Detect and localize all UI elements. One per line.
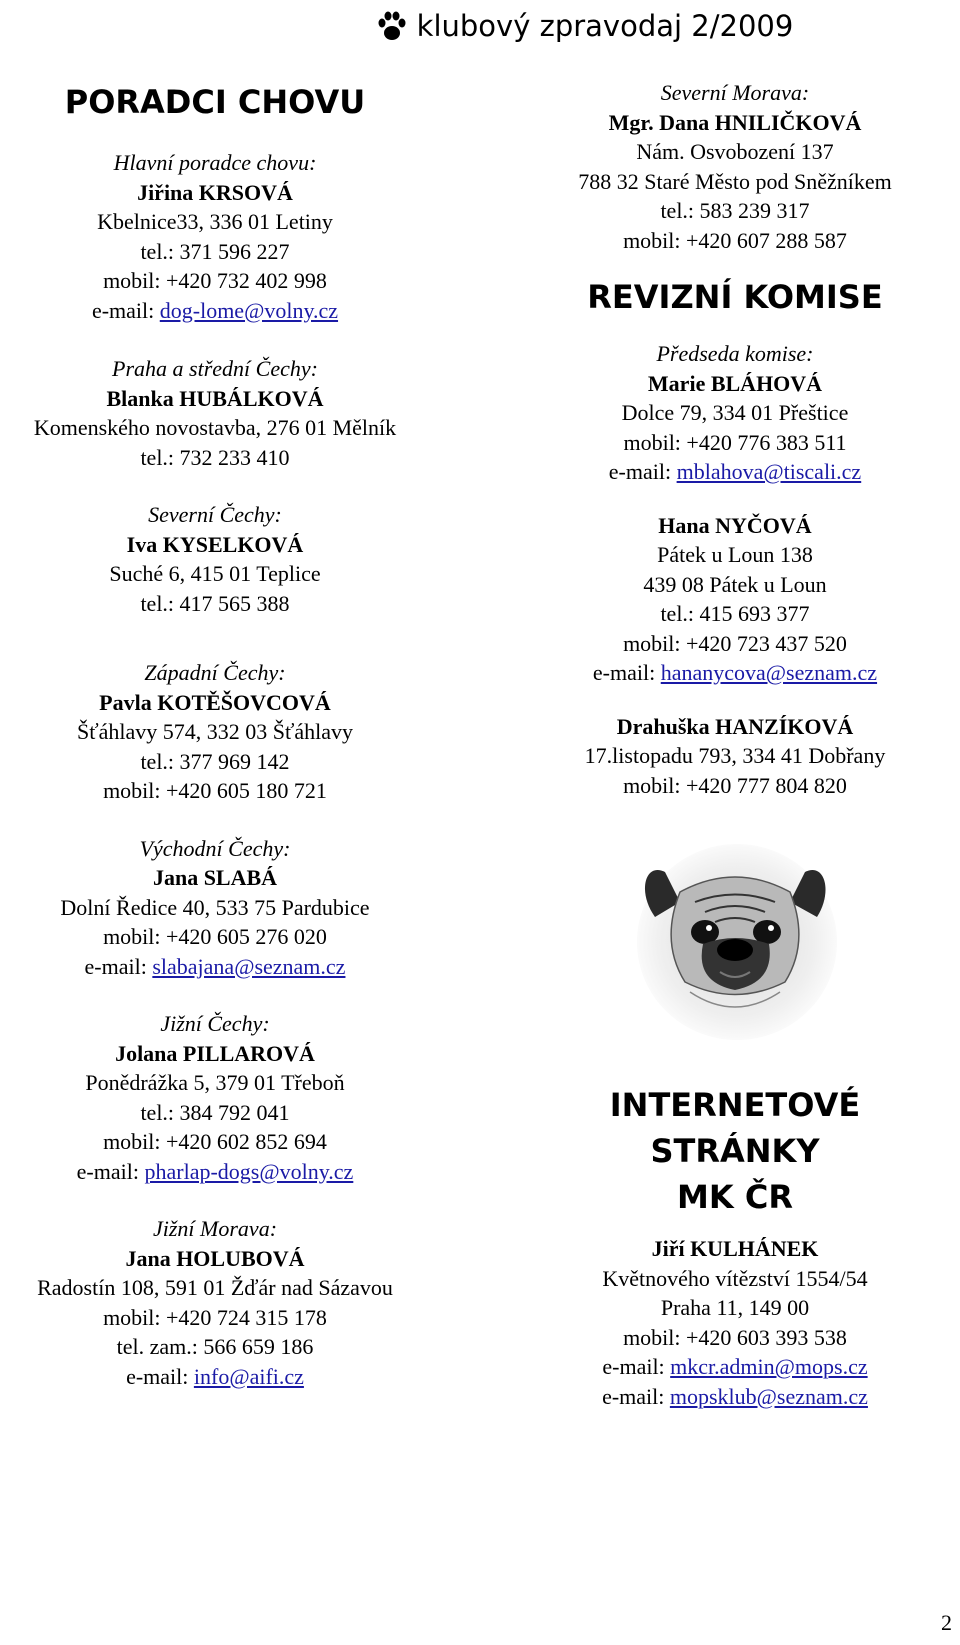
- contact-tel-work: tel. zam.: 566 659 186: [116, 1334, 314, 1359]
- contact-email-line: [0, 1362, 430, 1392]
- email-link[interactable]: mopsklub@seznam.cz: [669, 1383, 868, 1409]
- contact-tel: tel.: 417 565 388: [140, 590, 290, 616]
- email-link[interactable]: mblahova@tiscali.cz: [676, 459, 862, 484]
- contact-role: Hlavní poradce chovu:: [113, 150, 317, 175]
- contact-role: Jižní Morava:: [152, 1216, 278, 1241]
- contact-role: Severní Morava:: [660, 80, 810, 105]
- contact-role: Praha a střední Čechy:: [112, 356, 318, 381]
- page-number: 2: [941, 1610, 952, 1635]
- website-heading: [535, 1082, 935, 1220]
- contact-name: Iva KYSELKOVÁ: [126, 531, 304, 557]
- contact-mobil: mobil: +420 776 383 511: [623, 429, 847, 455]
- contact-block: [0, 148, 430, 325]
- website-heading-line2: MK ČR: [677, 1178, 793, 1216]
- contact-block: [0, 658, 430, 806]
- contact-tel: tel.: 583 239 317: [660, 198, 810, 223]
- newsletter-title: klubový zpravodaj 2/2009: [416, 9, 794, 43]
- breeding-advisors-heading: PORADCI CHOVU: [64, 83, 366, 121]
- page-header: [0, 4, 960, 48]
- email-label: e-mail:: [76, 1158, 145, 1184]
- contact-email-line: [535, 658, 935, 688]
- contact-address: Kbelnice33, 336 01 Letiny: [97, 209, 333, 234]
- email-link[interactable]: dog-lome@volny.cz: [159, 297, 339, 323]
- contact-name: Marie BLÁHOVÁ: [647, 370, 823, 396]
- contact-email-line: [535, 457, 935, 487]
- contact-mobil: mobil: +420 724 315 178: [103, 1304, 327, 1330]
- contact-mobil: mobil: +420 605 276 020: [103, 924, 327, 949]
- website-heading-line1: INTERNETOVÉ STRÁNKY: [609, 1086, 861, 1170]
- contact-name: Jana SLABÁ: [152, 865, 278, 890]
- contact-tel: tel.: 415 693 377: [660, 601, 810, 626]
- email-label: e-mail:: [602, 1383, 670, 1409]
- contact-mobil: mobil: +420 602 852 694: [103, 1129, 327, 1154]
- contact-email-line: [0, 296, 430, 326]
- contact-email-line: [535, 1352, 935, 1382]
- contact-address: Dolní Ředice 40, 533 75 Pardubice: [60, 894, 370, 920]
- left-column: [0, 78, 430, 1391]
- contact-name: Jiří KULHÁNEK: [651, 1236, 819, 1261]
- email-label: e-mail:: [84, 953, 153, 979]
- contact-tel: tel.: 732 233 410: [140, 444, 290, 470]
- right-column: [535, 78, 935, 1411]
- contact-block: [535, 339, 935, 487]
- contact-block: [0, 1214, 430, 1391]
- contact-role: Západní Čechy:: [144, 660, 286, 685]
- email-label: e-mail:: [91, 297, 160, 323]
- contact-tel: tel.: 384 792 041: [140, 1099, 290, 1125]
- pug-illustration: [625, 832, 845, 1042]
- contact-name: Mgr. Dana HNILIČKOVÁ: [608, 109, 862, 135]
- email-link[interactable]: slabajana@seznam.cz: [152, 953, 346, 979]
- email-link[interactable]: hananycova@seznam.cz: [660, 660, 878, 685]
- contact-mobil: mobil: +420 605 180 721: [103, 778, 327, 803]
- contact-name: Hana NYČOVÁ: [658, 512, 812, 538]
- contact-role: Předseda komise:: [656, 341, 814, 366]
- contact-block: [0, 500, 430, 618]
- contact-name: Jolana PILLAROVÁ: [115, 1040, 315, 1066]
- contact-address: Květnového vítězství 1554/54: [602, 1265, 868, 1291]
- contact-address: 788 32 Staré Město pod Sněžníkem: [578, 168, 892, 194]
- contact-block: [535, 712, 935, 801]
- contact-mobil: mobil: +420 607 288 587: [623, 227, 847, 253]
- contact-name: Jana HOLUBOVÁ: [125, 1245, 305, 1271]
- email-label: e-mail:: [126, 1363, 194, 1389]
- contact-name: Drahuška HANZÍKOVÁ: [616, 713, 854, 739]
- contact-mobil: mobil: +420 603 393 538: [623, 1324, 847, 1350]
- contact-mobil: mobil: +420 723 437 520: [623, 630, 847, 656]
- contact-address: Pátek u Loun 138: [657, 542, 813, 567]
- contact-address: Radostín 108, 591 01 Žďár nad Sázavou: [37, 1275, 393, 1300]
- contact-name: Jiřina KRSOVÁ: [137, 179, 293, 205]
- contact-address: 439 08 Pátek u Loun: [643, 571, 827, 597]
- contact-address: Suché 6, 415 01 Teplice: [109, 561, 321, 586]
- contact-email-line: [535, 1382, 935, 1412]
- contact-mobil: mobil: +420 732 402 998: [103, 268, 327, 293]
- contact-mobil: mobil: +420 777 804 820: [623, 772, 847, 798]
- contact-role: Jižní Čechy:: [160, 1011, 270, 1036]
- contact-role: Východní Čechy:: [139, 835, 291, 861]
- contact-block: [535, 511, 935, 688]
- contact-name: Pavla KOTĚŠOVCOVÁ: [99, 689, 331, 715]
- contact-block: [0, 354, 430, 472]
- email-label: e-mail:: [602, 1354, 671, 1379]
- contact-address: Ponědrážka 5, 379 01 Třeboň: [85, 1070, 345, 1095]
- contact-address: Praha 11, 149 00: [660, 1295, 810, 1320]
- contact-block: [535, 78, 935, 255]
- email-label: e-mail:: [592, 660, 661, 685]
- email-link[interactable]: info@aifi.cz: [193, 1363, 304, 1389]
- revision-committee-heading: REVIZNÍ KOMISE: [587, 278, 883, 316]
- contact-name: Blanka HUBÁLKOVÁ: [106, 385, 324, 411]
- contact-email-line: [0, 952, 430, 982]
- contact-block: [535, 1234, 935, 1411]
- contact-address: Dolce 79, 334 01 Přeštice: [621, 400, 849, 425]
- email-link[interactable]: mkcr.admin@mops.cz: [670, 1354, 868, 1379]
- contact-role: Severní Čechy:: [148, 502, 282, 527]
- contact-address: 17.listopadu 793, 334 41 Dobřany: [584, 743, 886, 768]
- email-label: e-mail:: [608, 459, 677, 484]
- contact-tel: tel.: 371 596 227: [140, 238, 290, 264]
- contact-block: [0, 834, 430, 982]
- contact-address: Šťáhlavy 574, 332 03 Šťáhlavy: [76, 719, 354, 744]
- contact-email-line: [0, 1157, 430, 1187]
- email-link[interactable]: pharlap-dogs@volny.cz: [144, 1158, 354, 1184]
- contact-tel: tel.: 377 969 142: [140, 748, 290, 774]
- contact-address: Nám. Osvobození 137: [636, 139, 834, 164]
- paw-icon: [377, 10, 407, 42]
- contact-block: [0, 1009, 430, 1186]
- contact-address: Komenského novostavba, 276 01 Mělník: [33, 415, 397, 440]
